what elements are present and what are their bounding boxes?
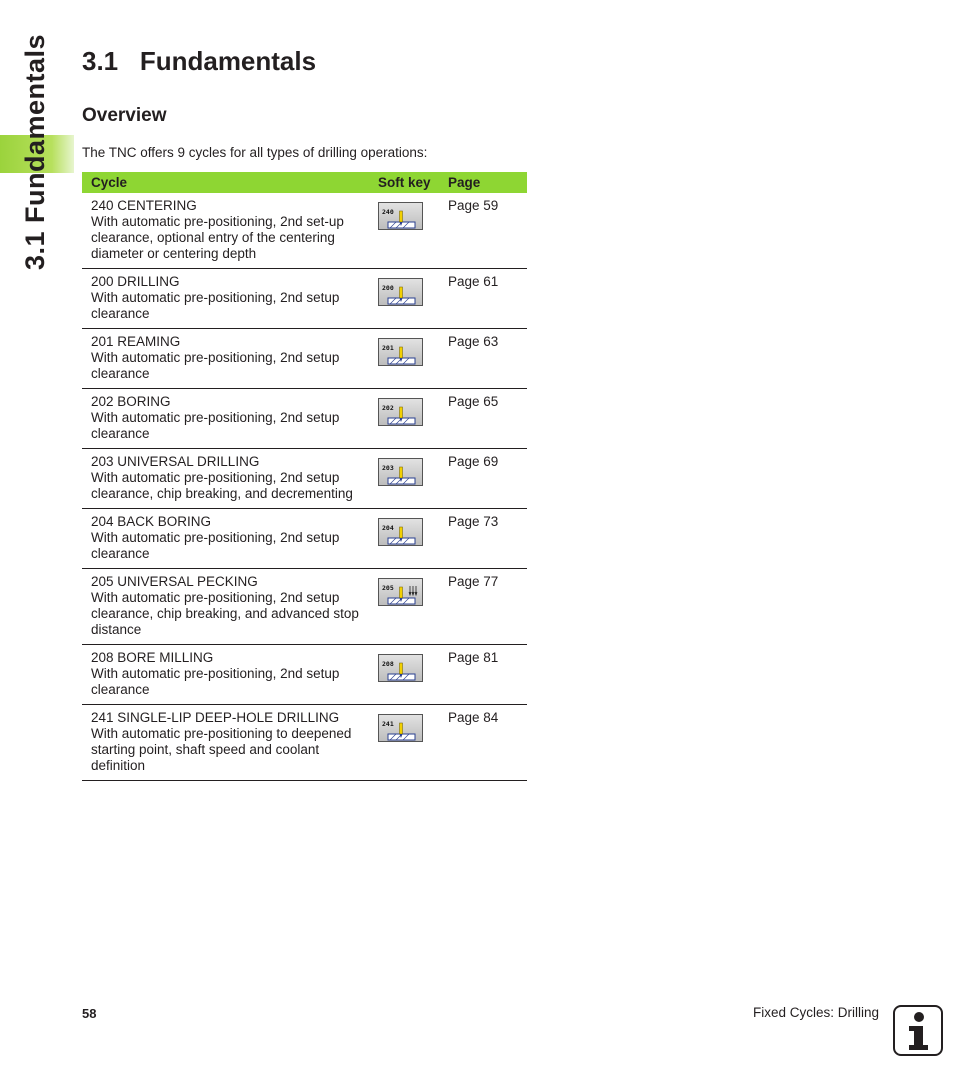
- cycle-description: With automatic pre-positioning, 2nd setup clearance: [91, 410, 340, 441]
- table-row: [82, 645, 527, 705]
- softkey-number: 202: [382, 404, 394, 412]
- page-reference[interactable]: Page 77: [448, 569, 527, 645]
- cycle-cell: [82, 569, 369, 645]
- cycle-description: With automatic pre-positioning, 2nd setup clearance: [91, 666, 340, 697]
- boring-softkey-icon[interactable]: [378, 398, 423, 426]
- table-header-row: [82, 172, 527, 193]
- drilling-softkey-icon[interactable]: [378, 278, 423, 306]
- cycle-cell: [82, 645, 369, 705]
- softkey-cell: [369, 449, 448, 509]
- table-row: [82, 569, 527, 645]
- page-reference[interactable]: Page 61: [448, 269, 527, 329]
- cycle-description: With automatic pre-positioning, 2nd setup clearance: [91, 290, 340, 321]
- page-title: [82, 46, 316, 77]
- cycle-description: With automatic pre-positioning, 2nd set-up clearance, optional entry of the centering diameter or centering depth: [91, 214, 344, 261]
- subheading: Overview: [82, 105, 167, 126]
- info-icon: [893, 1005, 943, 1056]
- cycle-cell: [82, 329, 369, 389]
- table-row: [82, 705, 527, 781]
- intro-text: The TNC offers 9 cycles for all types of drilling operations:: [82, 145, 428, 160]
- softkey-number: 205: [382, 584, 394, 592]
- cycle-cell: [82, 269, 369, 329]
- cycle-title: 241 SINGLE-LIP DEEP-HOLE DRILLING: [91, 710, 340, 725]
- cycles-table: [82, 172, 527, 781]
- table-row: [82, 329, 527, 389]
- softkey-cell: [369, 193, 448, 269]
- page-reference[interactable]: Page 84: [448, 705, 527, 781]
- page-number: 58: [82, 1006, 97, 1021]
- side-chapter-tab: [0, 0, 74, 480]
- cycle-title: 201 REAMING: [91, 334, 181, 349]
- section-title: Fundamentals: [139, 46, 317, 76]
- centering-softkey-icon[interactable]: [378, 202, 423, 230]
- page-reference[interactable]: Page 73: [448, 509, 527, 569]
- softkey-number: 203: [382, 464, 394, 472]
- softkey-cell: [369, 329, 448, 389]
- page-reference[interactable]: Page 65: [448, 389, 527, 449]
- page-reference[interactable]: Page 69: [448, 449, 527, 509]
- cycle-title: 240 CENTERING: [91, 198, 197, 213]
- cycle-title: 200 DRILLING: [91, 274, 180, 289]
- page-reference[interactable]: Page 81: [448, 645, 527, 705]
- cycle-cell: [82, 509, 369, 569]
- page-reference[interactable]: Page 59: [448, 193, 527, 269]
- table-row: [82, 389, 527, 449]
- universal-pecking-softkey-icon[interactable]: [378, 578, 423, 606]
- softkey-number: 208: [382, 660, 394, 668]
- cycle-title: 208 BORE MILLING: [91, 650, 214, 665]
- softkey-number: 201: [382, 344, 394, 352]
- softkey-cell: [369, 269, 448, 329]
- side-tab-label: 3.1 Fundamentals: [20, 33, 50, 270]
- table-row: [82, 449, 527, 509]
- cycle-description: With automatic pre-positioning, 2nd setup clearance: [91, 350, 340, 381]
- softkey-number: 240: [382, 208, 394, 216]
- cycle-title: 204 BACK BORING: [91, 514, 212, 529]
- table-row: [82, 269, 527, 329]
- cycle-description: With automatic pre-positioning, 2nd setup clearance, chip breaking, and decrementing: [91, 470, 353, 501]
- table-row: [82, 509, 527, 569]
- cycle-description: With automatic pre-positioning, 2nd setup clearance, chip breaking, and advanced stop distance: [91, 590, 359, 637]
- deep-hole-drilling-softkey-icon[interactable]: [378, 714, 423, 742]
- cycle-cell: [82, 705, 369, 781]
- cycle-cell: [82, 193, 369, 269]
- softkey-cell: [369, 509, 448, 569]
- softkey-number: 241: [382, 720, 394, 728]
- table-row: [82, 193, 527, 269]
- header-page: Page: [448, 172, 527, 193]
- back-boring-softkey-icon[interactable]: [378, 518, 423, 546]
- softkey-number: 204: [382, 524, 394, 532]
- cycle-cell: [82, 389, 369, 449]
- chapter-title: Fixed Cycles: Drilling: [753, 1005, 880, 1020]
- header-cycle: Cycle: [82, 172, 369, 193]
- softkey-cell: [369, 645, 448, 705]
- cycle-title: 202 BORING: [91, 394, 171, 409]
- cycle-description: With automatic pre-positioning, 2nd setup clearance: [91, 530, 340, 561]
- softkey-cell: [369, 705, 448, 781]
- cycle-description: With automatic pre-positioning to deepened starting point, shaft speed and coolant definition: [91, 726, 352, 773]
- page-reference[interactable]: Page 63: [448, 329, 527, 389]
- section-number: 3.1: [82, 46, 119, 76]
- softkey-cell: [369, 569, 448, 645]
- header-softkey: Soft key: [369, 172, 448, 193]
- cycle-title: 205 UNIVERSAL PECKING: [91, 574, 258, 589]
- cycle-cell: [82, 449, 369, 509]
- universal-drilling-softkey-icon[interactable]: [378, 458, 423, 486]
- cycle-title: 203 UNIVERSAL DRILLING: [91, 454, 260, 469]
- softkey-cell: [369, 389, 448, 449]
- reaming-softkey-icon[interactable]: [378, 338, 423, 366]
- softkey-number: 200: [382, 284, 394, 292]
- bore-milling-softkey-icon[interactable]: [378, 654, 423, 682]
